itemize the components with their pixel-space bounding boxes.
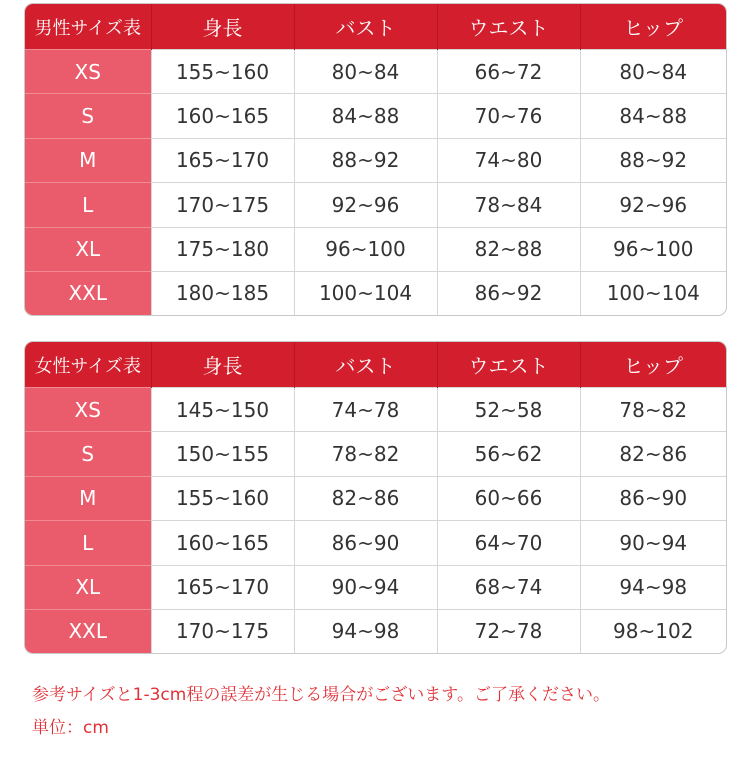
bust-cell: 78~82 xyxy=(294,432,437,476)
bust-cell: 92~96 xyxy=(294,183,437,227)
table-row xyxy=(25,94,726,138)
height-cell: 155~160 xyxy=(151,476,294,520)
header-height: 身長 xyxy=(151,342,294,388)
hip-cell: 86~90 xyxy=(580,476,726,520)
header-hip: ヒップ xyxy=(580,4,726,50)
header-bust: バスト xyxy=(294,4,437,50)
height-cell: 145~150 xyxy=(151,388,294,432)
table-row xyxy=(25,138,726,182)
size-label: S xyxy=(25,94,151,138)
size-label: M xyxy=(25,138,151,182)
bust-cell: 80~84 xyxy=(294,50,437,94)
hip-cell: 98~102 xyxy=(580,609,726,653)
waist-cell: 78~84 xyxy=(437,183,580,227)
hip-cell: 90~94 xyxy=(580,521,726,565)
hip-cell: 96~100 xyxy=(580,227,726,271)
header-waist: ウエスト xyxy=(437,4,580,50)
size-label: XS xyxy=(25,388,151,432)
waist-cell: 86~92 xyxy=(437,271,580,315)
waist-cell: 74~80 xyxy=(437,138,580,182)
height-cell: 165~170 xyxy=(151,565,294,609)
table-row xyxy=(25,432,726,476)
header-bust: バスト xyxy=(294,342,437,388)
size-table xyxy=(25,4,726,315)
table-header-row xyxy=(25,342,726,388)
table-row xyxy=(25,227,726,271)
waist-cell: 64~70 xyxy=(437,521,580,565)
height-cell: 180~185 xyxy=(151,271,294,315)
size-label: XS xyxy=(25,50,151,94)
hip-cell: 100~104 xyxy=(580,271,726,315)
header-height: 身長 xyxy=(151,4,294,50)
table-row xyxy=(25,271,726,315)
size-label: XXL xyxy=(25,271,151,315)
size-label: XL xyxy=(25,565,151,609)
bust-cell: 88~92 xyxy=(294,138,437,182)
height-cell: 170~175 xyxy=(151,609,294,653)
table-title: 女性サイズ表 xyxy=(25,342,151,388)
hip-cell: 84~88 xyxy=(580,94,726,138)
bust-cell: 90~94 xyxy=(294,565,437,609)
waist-cell: 70~76 xyxy=(437,94,580,138)
waist-cell: 60~66 xyxy=(437,476,580,520)
height-cell: 165~170 xyxy=(151,138,294,182)
bust-cell: 84~88 xyxy=(294,94,437,138)
size-label: L xyxy=(25,183,151,227)
bust-cell: 100~104 xyxy=(294,271,437,315)
height-cell: 175~180 xyxy=(151,227,294,271)
header-waist: ウエスト xyxy=(437,342,580,388)
bust-cell: 74~78 xyxy=(294,388,437,432)
size-label: M xyxy=(25,476,151,520)
waist-cell: 72~78 xyxy=(437,609,580,653)
table-row xyxy=(25,609,726,653)
table-row xyxy=(25,50,726,94)
hip-cell: 92~96 xyxy=(580,183,726,227)
bust-cell: 86~90 xyxy=(294,521,437,565)
height-cell: 160~165 xyxy=(151,94,294,138)
size-table xyxy=(25,342,726,653)
waist-cell: 66~72 xyxy=(437,50,580,94)
unit-note: 単位：cm xyxy=(32,718,109,738)
waist-cell: 68~74 xyxy=(437,565,580,609)
mens-size-table xyxy=(24,3,727,316)
table-header-row xyxy=(25,4,726,50)
height-cell: 170~175 xyxy=(151,183,294,227)
womens-size-table xyxy=(24,341,727,654)
hip-cell: 88~92 xyxy=(580,138,726,182)
hip-cell: 94~98 xyxy=(580,565,726,609)
size-label: XXL xyxy=(25,609,151,653)
hip-cell: 80~84 xyxy=(580,50,726,94)
hip-cell: 78~82 xyxy=(580,388,726,432)
waist-cell: 56~62 xyxy=(437,432,580,476)
size-label: S xyxy=(25,432,151,476)
disclaimer-note: 参考サイズと1-3cm程の誤差が生じる場合がございます。ご了承ください。 xyxy=(32,685,610,705)
table-row xyxy=(25,565,726,609)
table-title: 男性サイズ表 xyxy=(25,4,151,50)
size-label: XL xyxy=(25,227,151,271)
waist-cell: 52~58 xyxy=(437,388,580,432)
bust-cell: 82~86 xyxy=(294,476,437,520)
table-row xyxy=(25,521,726,565)
waist-cell: 82~88 xyxy=(437,227,580,271)
height-cell: 150~155 xyxy=(151,432,294,476)
bust-cell: 94~98 xyxy=(294,609,437,653)
header-hip: ヒップ xyxy=(580,342,726,388)
bust-cell: 96~100 xyxy=(294,227,437,271)
table-row xyxy=(25,388,726,432)
table-row xyxy=(25,183,726,227)
table-row xyxy=(25,476,726,520)
height-cell: 160~165 xyxy=(151,521,294,565)
hip-cell: 82~86 xyxy=(580,432,726,476)
size-label: L xyxy=(25,521,151,565)
height-cell: 155~160 xyxy=(151,50,294,94)
